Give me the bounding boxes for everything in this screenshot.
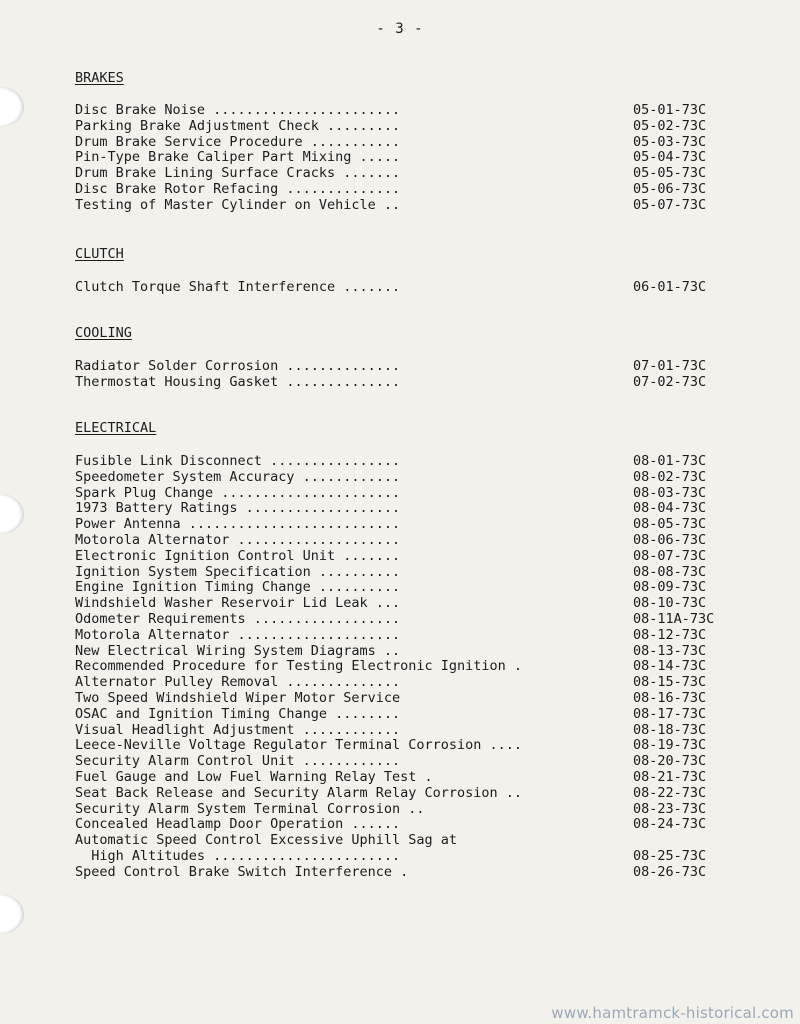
- entry-code: 05-02-73C: [633, 117, 707, 134]
- index-entry: [75, 722, 735, 738]
- entry-title: Drum Brake Lining Surface Cracks .......: [75, 165, 401, 182]
- index-entry: [75, 801, 735, 817]
- index-entry: [75, 548, 735, 564]
- index-entry: [75, 197, 735, 213]
- entry-code: 05-06-73C: [633, 181, 707, 197]
- entry-title: Ignition System Specification ..........: [75, 563, 401, 580]
- index-entry: [75, 485, 735, 501]
- entry-title: Power Antenna ..........................: [75, 516, 401, 533]
- entry-title: Fusible Link Disconnect ................: [75, 453, 401, 469]
- entry-code: 08-26-73C: [633, 863, 707, 880]
- entry-code: 08-17-73C: [633, 705, 707, 722]
- entry-title: Disc Brake Rotor Refacing ..............: [75, 181, 401, 197]
- index-entry: [75, 706, 735, 722]
- punch-hole: [0, 494, 24, 534]
- watermark: www.hamtramck-historical.com: [551, 1004, 794, 1022]
- entry-code: 06-01-73C: [633, 279, 707, 295]
- entry-title: Windshield Washer Reservoir Lid Leak ...: [75, 595, 401, 612]
- entry-title: Security Alarm System Terminal Corrosion ..: [75, 800, 425, 817]
- entry-code: 08-05-73C: [633, 516, 707, 533]
- index-entry: [75, 579, 735, 595]
- entry-code: 08-20-73C: [633, 753, 707, 770]
- index-entry: [75, 469, 735, 485]
- entry-code: 08-03-73C: [633, 484, 707, 501]
- entry-title: Radiator Solder Corrosion ..............: [75, 358, 401, 374]
- entry-title: Two Speed Windshield Wiper Motor Service: [75, 690, 409, 706]
- entry-title: Speed Control Brake Switch Interference .: [75, 863, 409, 880]
- entry-code: 08-21-73C: [633, 769, 707, 785]
- index-entry: [75, 690, 735, 706]
- entry-title: Engine Ignition Timing Change ..........: [75, 579, 401, 596]
- entry-code: 08-07-73C: [633, 547, 707, 564]
- entry-code: 08-02-73C: [633, 468, 707, 485]
- section-heading: COOLING: [75, 325, 132, 341]
- index-entry: [75, 658, 735, 674]
- index-entry: [75, 134, 735, 150]
- entry-title: Parking Brake Adjustment Check .........: [75, 117, 401, 134]
- entry-title: Security Alarm Control Unit ............: [75, 753, 401, 770]
- index-entry: [75, 102, 735, 118]
- entry-code: 08-15-73C: [633, 674, 707, 691]
- index-entry: [75, 595, 735, 611]
- entry-title: Leece-Neville Voltage Regulator Terminal Corrosion ....: [75, 737, 523, 754]
- index-entry: [75, 785, 735, 801]
- entry-code: 08-23-73C: [633, 800, 707, 817]
- index-entry: [75, 611, 735, 627]
- entry-title: Alternator Pulley Removal ..............: [75, 674, 401, 691]
- index-entry: [75, 769, 735, 785]
- index-entry: [75, 753, 735, 769]
- index-entry: [75, 358, 735, 374]
- entry-code: 08-06-73C: [633, 532, 707, 548]
- entry-title: Testing of Master Cylinder on Vehicle ..: [75, 196, 401, 213]
- index-entry: [75, 848, 735, 864]
- entry-code: 08-10-73C: [633, 595, 707, 612]
- entry-code: 08-13-73C: [633, 642, 707, 659]
- index-entry: [75, 279, 735, 295]
- entry-code: 08-08-73C: [633, 563, 707, 580]
- entry-title: Automatic Speed Control Excessive Uphill Sag at: [75, 832, 458, 849]
- index-entry: [75, 864, 735, 880]
- entry-code: 08-19-73C: [633, 737, 707, 754]
- index-entry: [75, 564, 735, 580]
- entry-title: Speedometer System Accuracy ............: [75, 468, 401, 485]
- entry-code: 08-04-73C: [633, 500, 707, 517]
- entry-code: 07-01-73C: [633, 358, 707, 374]
- index-entry: [75, 149, 735, 165]
- entry-code: 08-16-73C: [633, 690, 707, 706]
- entry-code: 08-25-73C: [633, 848, 707, 864]
- entry-code: 08-22-73C: [633, 784, 707, 801]
- entry-code: 05-04-73C: [633, 149, 707, 166]
- page-number: - 3 -: [376, 21, 424, 37]
- section-heading: BRAKES: [75, 70, 124, 86]
- index-entry: [75, 516, 735, 532]
- entry-code: 08-01-73C: [633, 453, 707, 469]
- entry-code: 07-02-73C: [633, 373, 707, 390]
- entry-title: Recommended Procedure for Testing Electronic Ignition .: [75, 658, 523, 675]
- entry-title: New Electrical Wiring System Diagrams ..: [75, 642, 401, 659]
- entry-title: Disc Brake Noise .......................: [75, 102, 401, 118]
- entry-title: Electronic Ignition Control Unit .......: [75, 547, 401, 564]
- entry-title: Odometer Requirements ..................: [75, 611, 401, 627]
- entry-code: 05-07-73C: [633, 196, 707, 213]
- section-heading: CLUTCH: [75, 246, 124, 262]
- entry-title: 1973 Battery Ratings ...................: [75, 500, 401, 517]
- entry-title: Pin-Type Brake Caliper Part Mixing .....: [75, 149, 401, 166]
- entry-title: Thermostat Housing Gasket ..............: [75, 373, 401, 390]
- entry-title: Seat Back Release and Security Alarm Relay Corrosion ..: [75, 784, 523, 801]
- entry-title: Spark Plug Change ......................: [75, 484, 401, 501]
- entry-title: High Altitudes .......................: [75, 848, 401, 864]
- entry-code: 05-05-73C: [633, 165, 707, 182]
- entry-code: 08-12-73C: [633, 626, 707, 643]
- index-entry: [75, 643, 735, 659]
- punch-hole: [0, 894, 24, 934]
- entry-code: 08-24-73C: [633, 816, 707, 833]
- entry-code: 05-01-73C: [633, 102, 707, 118]
- index-entry: [75, 674, 735, 690]
- index-entry: [75, 181, 735, 197]
- entry-title: Clutch Torque Shaft Interference .......: [75, 279, 401, 295]
- entry-code: 08-11A-73C: [633, 611, 715, 627]
- entry-code: 08-18-73C: [633, 721, 707, 738]
- punch-hole: [0, 87, 24, 127]
- index-entry: [75, 816, 735, 832]
- entry-title: OSAC and Ignition Timing Change ........: [75, 705, 401, 722]
- entry-code: 08-14-73C: [633, 658, 707, 675]
- index-entry: [75, 118, 735, 134]
- index-entry: [75, 532, 735, 548]
- index-entry: [75, 165, 735, 181]
- index-entry: [75, 500, 735, 516]
- section-heading: ELECTRICAL: [75, 420, 157, 436]
- index-entry: [75, 737, 735, 753]
- entry-code: 05-03-73C: [633, 133, 707, 150]
- entry-title: Drum Brake Service Procedure ...........: [75, 133, 401, 150]
- entry-title: Visual Headlight Adjustment ............: [75, 721, 401, 738]
- entry-title: Fuel Gauge and Low Fuel Warning Relay Test .: [75, 769, 433, 785]
- index-entry: [75, 453, 735, 469]
- entry-title: Motorola Alternator ....................: [75, 626, 401, 643]
- index-entry: [75, 832, 735, 848]
- entry-title: Motorola Alternator ....................: [75, 532, 401, 548]
- index-entry: [75, 627, 735, 643]
- entry-title: Concealed Headlamp Door Operation ......: [75, 816, 401, 833]
- index-entry: [75, 374, 735, 390]
- entry-code: 08-09-73C: [633, 579, 707, 596]
